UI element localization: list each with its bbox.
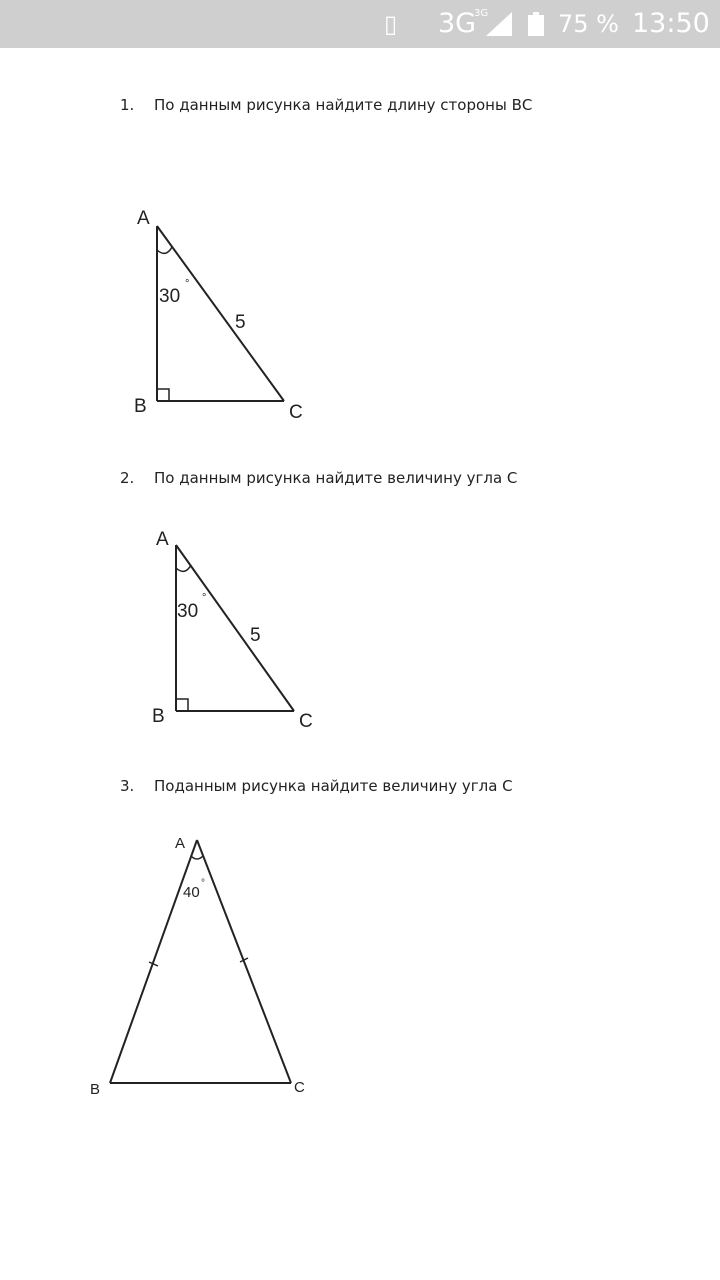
fig2-label-b: B — [152, 706, 165, 727]
problem-1-number: 1. — [120, 96, 135, 114]
problem-3-text: Поданным рисунка найдите величину угла С — [154, 777, 513, 795]
fig1-label-b: B — [134, 396, 147, 417]
fig1-angle-arc — [157, 247, 172, 253]
network-type-sup: 3G — [474, 8, 489, 19]
fig3-side-ab — [110, 840, 197, 1083]
problem-2-text: По данным рисунка найдите величину угла С — [154, 469, 518, 487]
problem-2-number: 2. — [120, 469, 135, 487]
problem-1-text: По данным рисунка найдите длину стороны ВС — [154, 96, 533, 114]
fig1-right-angle-mark — [157, 389, 169, 401]
fig1-label-c: C — [289, 402, 303, 423]
fig1-angle-value: 30 — [159, 286, 181, 307]
fig1-side-length: 5 — [235, 312, 246, 333]
battery-percent: 75 % — [558, 10, 619, 38]
fig1-angle-degree: ° — [185, 278, 190, 290]
fig3-label-b: B — [90, 1081, 101, 1098]
fig2-label-c: C — [299, 711, 313, 732]
network-type: 3G — [438, 8, 477, 39]
fig1-side-ac — [157, 226, 284, 401]
fig1-label-a: A — [137, 208, 150, 229]
figure-2 — [152, 529, 313, 732]
fig2-right-angle-mark — [176, 699, 188, 711]
figure-3 — [90, 835, 305, 1098]
fig2-side-length: 5 — [250, 625, 261, 646]
fig2-side-ac — [176, 545, 294, 711]
clock: 13:50 — [632, 8, 710, 39]
fig2-angle-degree: ° — [202, 592, 207, 604]
fig3-angle-arc — [191, 856, 203, 859]
fig3-label-a: A — [175, 835, 186, 852]
problem-3-number: 3. — [120, 777, 135, 795]
fig3-angle-value: 40 — [183, 884, 200, 901]
fig2-angle-value: 30 — [177, 601, 199, 622]
fig2-label-a: A — [156, 529, 169, 550]
fig3-side-ac — [197, 840, 291, 1083]
vibrate-icon: ▯ — [384, 10, 398, 38]
figure-1 — [134, 208, 303, 423]
fig3-angle-degree: ° — [201, 878, 205, 889]
fig2-angle-arc — [176, 565, 191, 571]
fig3-label-c: C — [294, 1079, 305, 1096]
